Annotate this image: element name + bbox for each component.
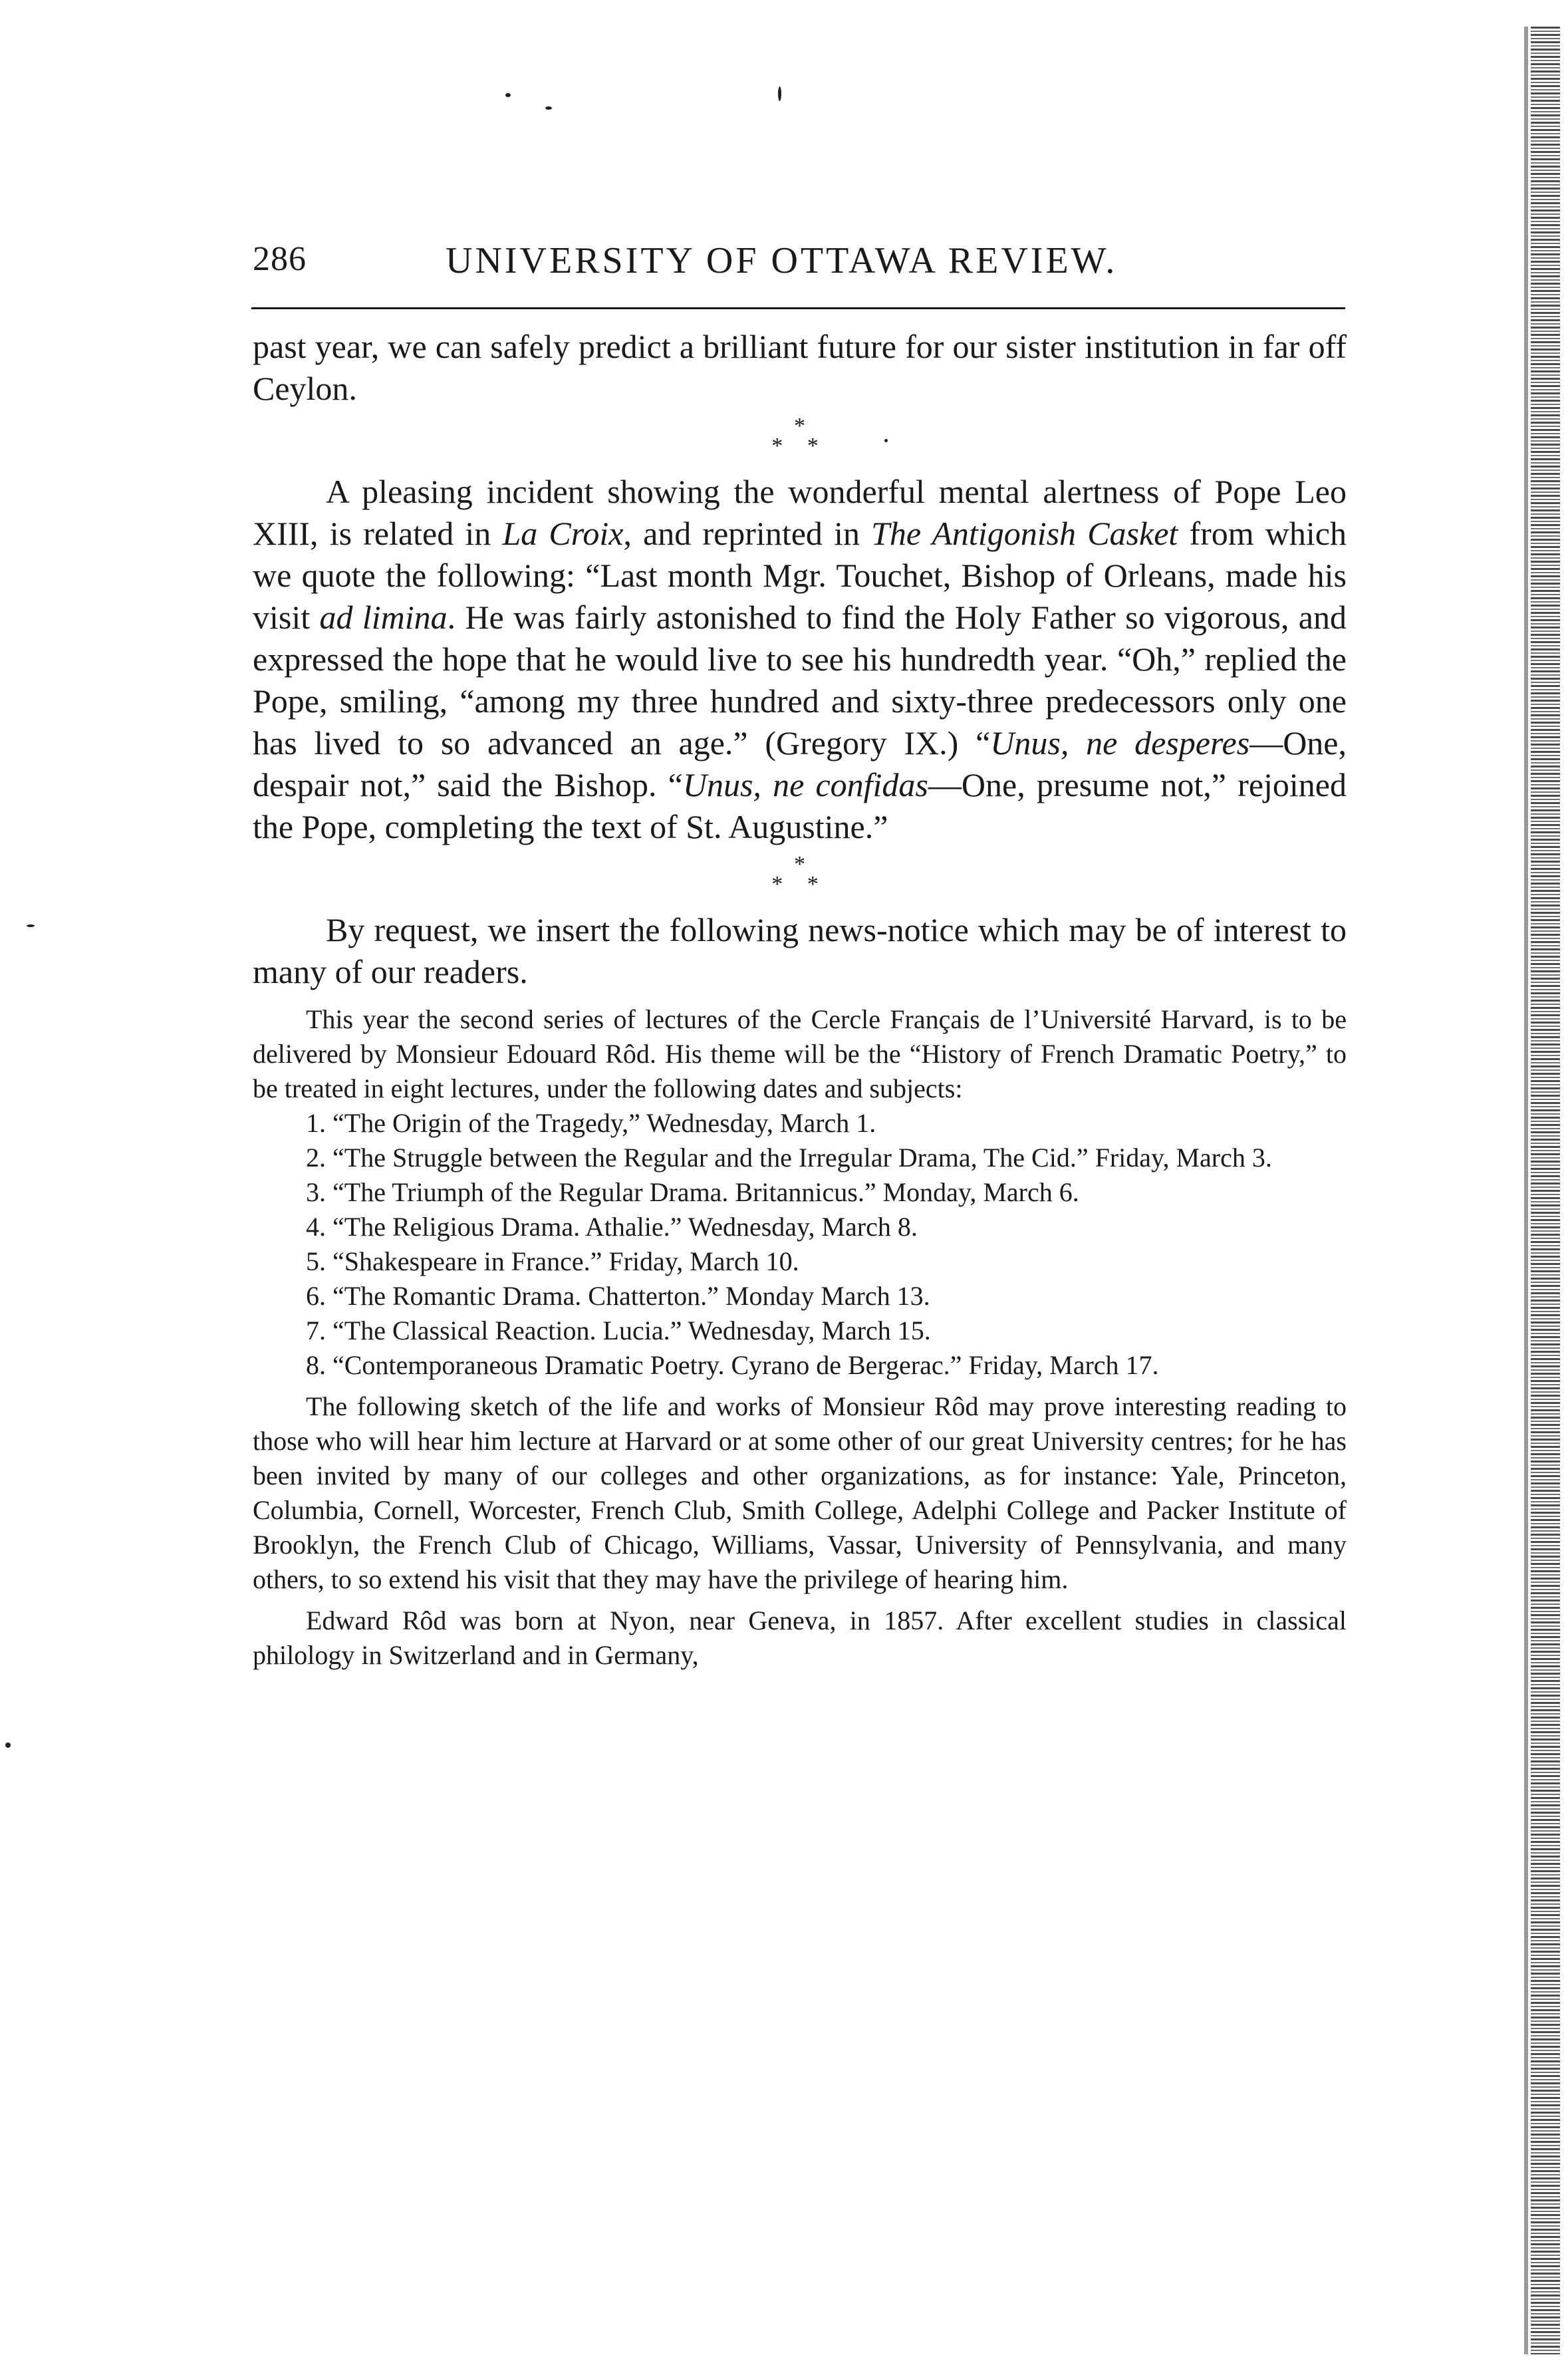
scan-speck	[778, 86, 781, 101]
running-title: UNIVERSITY OF OTTAWA REVIEW.	[446, 240, 1118, 281]
scan-speck	[545, 106, 552, 110]
asterism-bottom: * *	[771, 872, 828, 897]
italic-phrase: ad limina	[319, 599, 448, 636]
lecture-item: 4. “The Religious Drama. Athalie.” Wednesday, March 8.	[306, 1212, 918, 1242]
binding-edge	[1531, 27, 1560, 2354]
page-body	[253, 326, 1347, 1673]
italic-latin: Unus, ne confidas	[682, 766, 928, 803]
page-number: 286	[253, 240, 307, 278]
lecture-item: 6. “The Romantic Drama. Chatterton.” Monday March 13.	[306, 1281, 930, 1311]
text-run: , and reprinted in	[623, 515, 872, 552]
news-notice	[253, 1002, 1347, 1673]
notice-bio: Edward Rôd was born at Nyon, near Geneva, in 1857. After excellent studies in classical philology in Switzerland and in Germany,	[253, 1605, 1347, 1670]
lecture-item: 2. “The Struggle between the Regular and the Irregular Drama, The Cid.” Friday, March 3.	[306, 1143, 1272, 1173]
asterism-top: *	[794, 852, 805, 877]
lecture-item: 1. “The Origin of the Tragedy,” Wednesday, March 1.	[306, 1108, 876, 1138]
scan-speck	[505, 93, 511, 97]
scan-speck	[27, 924, 35, 927]
asterism-top: *	[794, 414, 805, 438]
paragraph-request: By request, we insert the following news-notice which may be of interest to many of our readers.	[253, 911, 1347, 990]
paragraph-pope-leo	[253, 471, 1347, 848]
lecture-item: 8. “Contemporaneous Dramatic Poetry. Cyrano de Bergerac.” Friday, March 17.	[306, 1350, 1159, 1380]
asterism-bottom: * *	[771, 434, 828, 458]
lecture-item: 5. “Shakespeare in France.” Friday, March 10.	[306, 1246, 799, 1276]
notice-intro: This year the second series of lectures of the Cercle Français de l’Université Harvard, is to be delivered by Monsieur Edouard Rôd. His theme will be the “History of French Dramatic Poetry,” to be treated in eight lectures, under the following dates and subjects:	[253, 1004, 1347, 1103]
page-header	[253, 239, 1343, 299]
lecture-item: 3. “The Triumph of the Regular Drama. Britannicus.” Monday, March 6.	[306, 1177, 1079, 1207]
text-run: . He was fairly astonished to find the Holy Father so vigorous, and expressed the hope that he would live to see his hundredth year. “Oh,” replied the Pope, smiling, “among my three hundred and sixty-three predecessors only one has lived to so advanced an age.” (Gregory IX.) “	[253, 599, 1347, 762]
scan-speck	[5, 1742, 11, 1748]
paragraph-ceylon: past year, we can safely predict a brilliant future for our sister institution in far off Ceylon.	[253, 328, 1347, 407]
italic-latin: Unus, ne desperes	[990, 724, 1250, 762]
section-separator	[253, 414, 1347, 464]
text-run: from which we quote the following: “Last month Mgr. Touchet, Bishop of Orleans, made his visit	[253, 515, 1347, 636]
spacer	[253, 1383, 1347, 1389]
notice-sketch: The following sketch of the life and works of Monsieur Rôd may prove interesting reading to those who will hear him lecture at Harvard or at some other of our great University centres; for he has been invited by many of our colleges and other organizations, as for instance: Yale, Princeton, Columbia, Cornell, Worcester, French Club, Smith College, Adelphi College and Packer Institute of Brooklyn, the French Club of Chicago, Williams, Vassar, University of Pennsylvania, and many others, to so extend his visit that they may have the privilege of hearing him.	[253, 1391, 1347, 1594]
italic-title: The Antigonish Casket	[871, 515, 1178, 552]
header-rule	[251, 307, 1345, 309]
spacer	[253, 1597, 1347, 1603]
italic-title: La Croix	[502, 515, 624, 552]
text-run: A pleasing incident showing the wonderful mental alertness of Pope Leo XIII, is related in	[253, 473, 1347, 552]
section-separator	[253, 852, 1347, 903]
text-run: —One, presume not,” rejoined the Pope, completing the text of St. Augustine.”	[253, 766, 1347, 845]
lecture-item: 7. “The Classical Reaction. Lucia.” Wednesday, March 15.	[306, 1316, 931, 1345]
text-run: —One, despair not,” said the Bishop. “	[253, 724, 1347, 803]
binding-shadow	[1524, 27, 1528, 2354]
